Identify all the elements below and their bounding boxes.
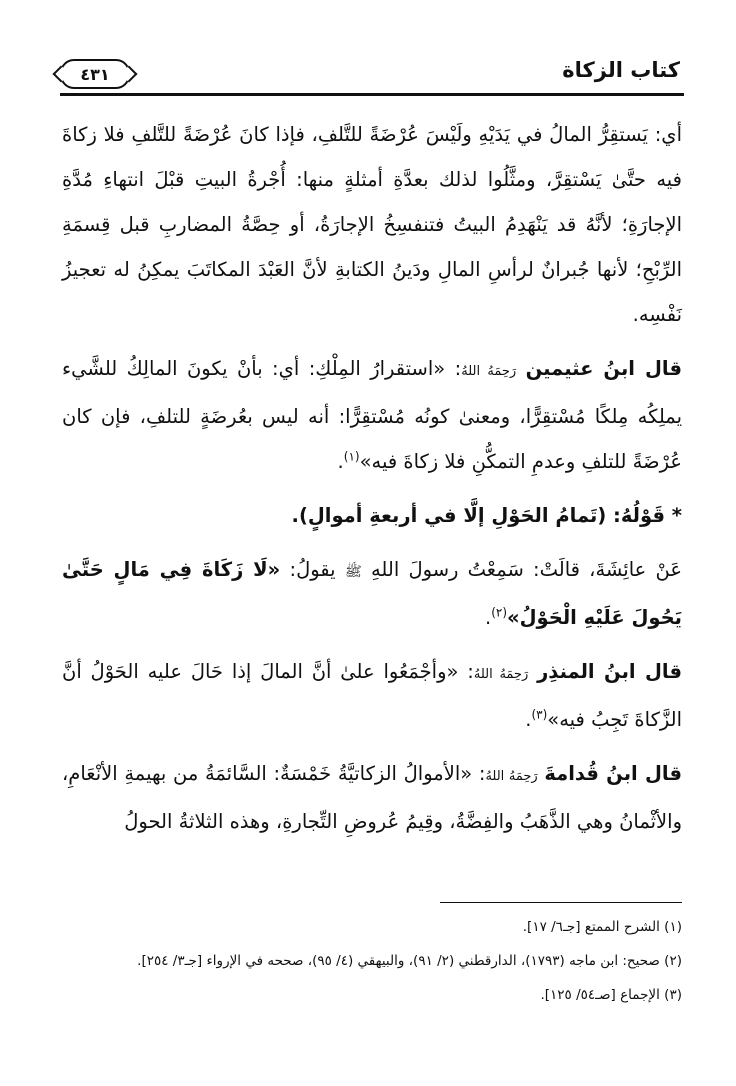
paragraph-2: قال ابنُ عثيمين رَحِمَهُ اللهُ: «استقرارُ المِلْكِ: أي: بأنْ يكونَ المالِكُ للشَّيء يملِكُه مِلكًا مُسْتقِرًّا، ومعنىٰ كونُه مُسْتقِرًّا: أنه ليس بعُرضَةٍ للتلفِ، فإن كان عُرْضَةً للتلفِ وعدمِ التمكُّنِ فلا زكاةَ فيه»$^{(١)}$.	[62, 357, 682, 473]
paragraph-4-says: يقولُ:	[289, 558, 336, 581]
honorific: رَحِمَهُ اللهُ	[485, 769, 538, 784]
paragraph-4-intro: عَنْ عائِشَةَ، قالَتْ: سَمِعْتُ رسولَ اللهِ	[370, 558, 683, 581]
footnote-3: (٣) الإجماع [صـ٥٤/ ١٢٥].	[540, 987, 682, 1003]
paragraph-5: قال ابنُ المنذِر رَحِمَهُ اللهُ: «وأجْمَعُوا علىٰ أنَّ المالَ إذا حَالَ عليه الحَوْلُ أنَّ الزَّكاةَ تَجِبُ فيه»$^{(٣)}$.	[62, 660, 682, 731]
paragraph-5-text: : «وأجْمَعُوا علىٰ أنَّ المالَ إذا حَالَ عليه الحَوْلُ أنَّ الزَّكاةَ تَجِبُ فيه»	[62, 660, 682, 731]
paragraph-3	[62, 493, 682, 538]
footnote-ref-1: (١)	[343, 449, 360, 464]
paragraph-1	[62, 112, 682, 337]
hadith-text: «لَا زَكَاةَ فِي مَالٍ حَتَّىٰ يَحُولَ عَلَيْهِ الْحَوْلُ»	[62, 558, 682, 629]
footnote-2: (٢) صحيح: ابن ماجه (١٧٩٣)، الدارقطني (٢/ ٩١)، والبيهقي (٤/ ٩٥)، صححه في الإرواء [جـ٣/ ٢٥٤].	[137, 953, 682, 969]
paragraph-4: عَنْ عائِشَةَ، قالَتْ: سَمِعْتُ رسولَ اللهِ ﷺ يقولُ: «لَا زَكَاةَ فِي مَالٍ حَتَّىٰ يَحُولَ عَلَيْهِ الْحَوْلُ»$^{(٢)}$.	[62, 558, 683, 629]
paragraph-6	[62, 751, 682, 844]
page-number: ٤٣١	[80, 64, 110, 84]
footnote-1: (١) الشرح الممتع [جـ٦/ ١٧].	[522, 919, 682, 935]
paragraph-3-text: * قَوْلُهُ: (تَمامُ الحَوْلِ إلَّا في أربعةِ أموالٍ).	[291, 504, 682, 527]
footnote-divider	[440, 902, 682, 903]
paragraph-1-text: أي: يَستقِرُّ المالُ في يَدَيْهِ ولَيْسَ عُرْضَةً للتَّلفِ، فإذا كانَ عُرْضَةً للتَّلفِ فلا زكاةَ فيه حتَّىٰ يَسْتقِرَّ، ومثَّلُوا لذلك بعدَّةِ أمثلةٍ منها: أُجْرةُ البيتِ قبْلَ انتهاءِ مُدَّةِ الإجارَةِ؛ لأنَّهُ قد يَنْهَدِمُ البيتُ فتنفسِخُ الإجارَةُ، أو حِصَّةُ المضاربِ قبل قِسمَةِ الرِّبْحِ؛ لأنها جُبرانٌ لرأسِ المالِ ودَينُ الكتابةِ لأنَّ العَبْدَ المكاتَبَ يمكِنُ له تعجيزُ نَفْسِه.	[62, 123, 682, 326]
salutation: ﷺ	[344, 564, 362, 580]
footnotes	[62, 910, 682, 1012]
speaker-ibn-qudama: قال ابنُ قُدامةَ	[544, 762, 682, 785]
footnote-ref-2: (٢)	[491, 605, 508, 620]
paragraph-2-text: : «استقرارُ المِلْكِ: أي: بأنْ يكونَ المالِكُ للشَّيء يملِكُه مِلكًا مُسْتقِرًّا، ومعنىٰ كونُه مُسْتقِرًّا: أنه ليس بعُرضَةٍ للتلفِ، فإن كان عُرْضَةً للتلفِ وعدمِ التمكُّنِ فلا زكاةَ فيه»	[62, 357, 682, 473]
speaker-ibn-al-mundhir: قال ابنُ المنذِر	[537, 660, 682, 683]
honorific: رَحِمَهُ اللهُ	[473, 667, 529, 682]
page-number-badge	[60, 59, 130, 89]
honorific: رَحِمَهُ اللهُ	[461, 364, 517, 379]
header-rule	[60, 93, 684, 96]
page-header	[60, 56, 684, 96]
speaker-ibn-uthaymin: قال ابنُ عثيمين	[525, 357, 682, 380]
footnote-ref-3: (٣)	[531, 707, 548, 722]
chapter-title: كتاب الزكاة	[562, 58, 680, 82]
paragraph-6-text: : «الأموالُ الزكاتيَّةُ خَمْسَةٌ: السَّائمَةُ من بهيمةِ الأنْعَامِ، والأثْمانُ وهي الذَّهَبُ والفِضَّةُ، وقِيمُ عُروضِ التِّجارةِ، وهذه الثلاثةُ الحولُ	[62, 762, 682, 833]
main-text	[62, 112, 682, 853]
